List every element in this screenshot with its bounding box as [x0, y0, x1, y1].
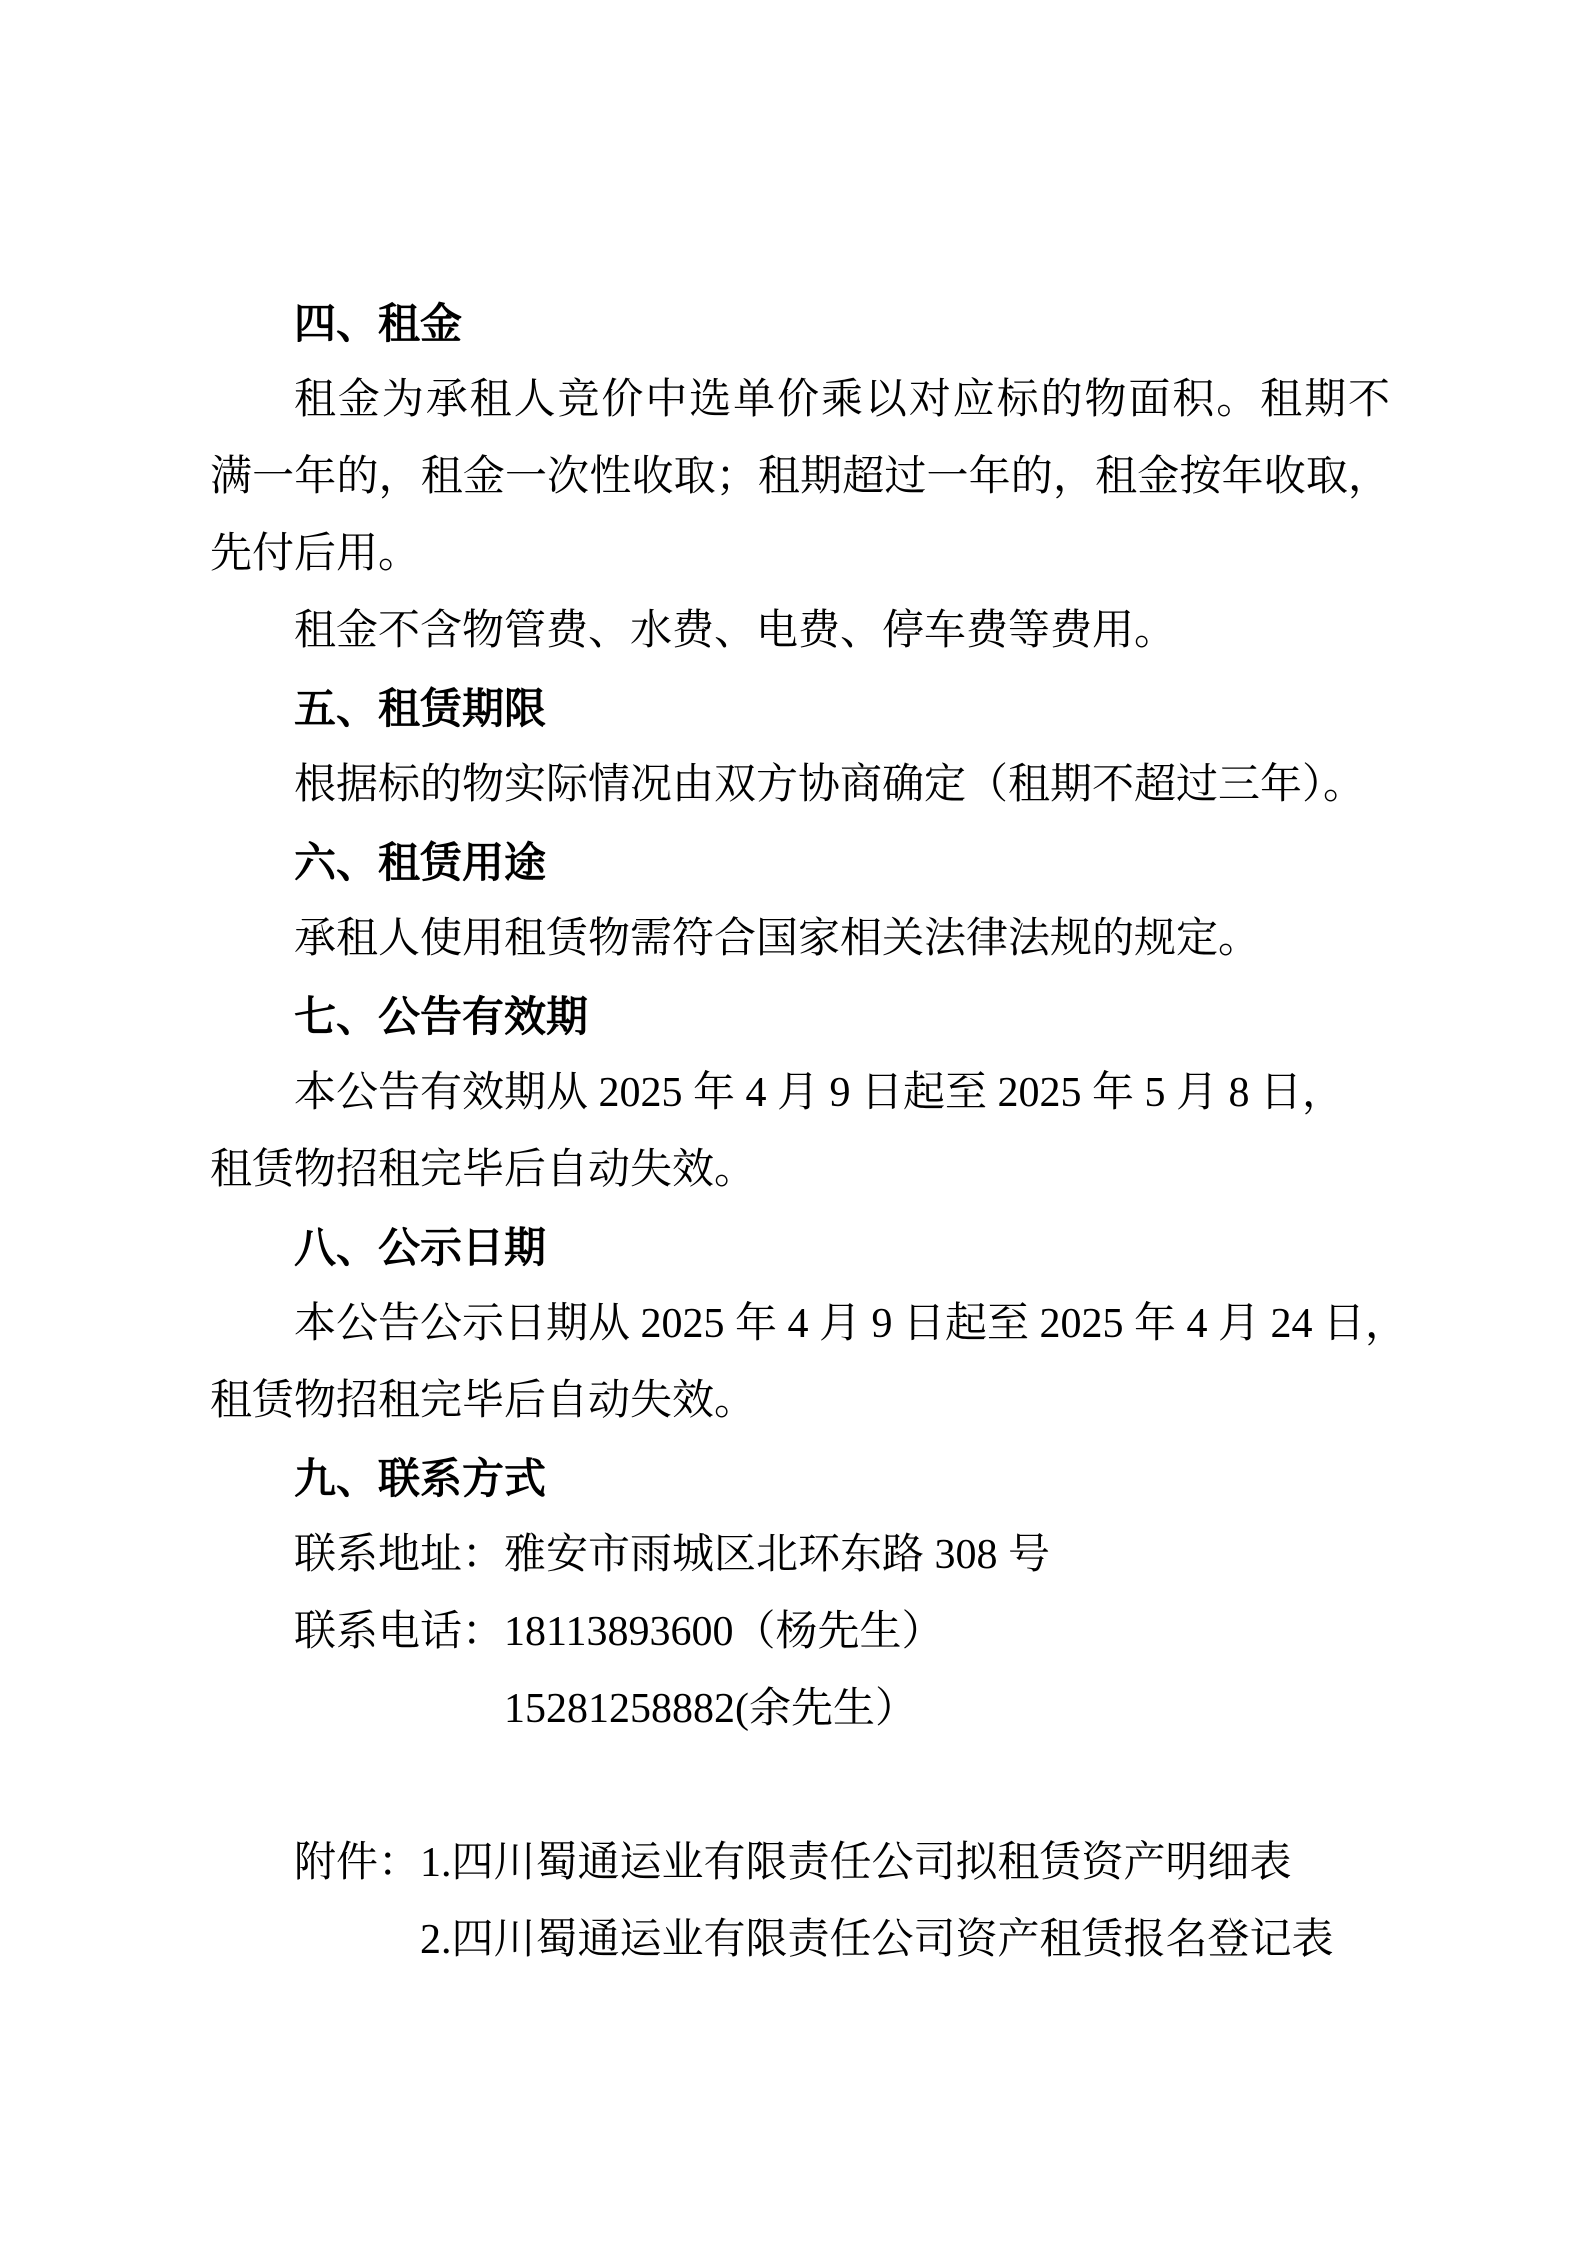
- section-heading-contact-info: 九、联系方式: [294, 1455, 547, 1502]
- paragraph-line: 租赁物招租完毕后自动失效。: [210, 1378, 757, 1424]
- attachment-line-1: 附件：1.四川蜀通运业有限责任公司拟租赁资产明细表: [294, 1840, 1292, 1886]
- section-heading-validity-period: 七、公告有效期: [294, 993, 589, 1040]
- section-heading-lease-purpose: 六、租赁用途: [294, 839, 547, 886]
- paragraph-line: 租赁物招租完毕后自动失效。: [210, 1147, 757, 1193]
- paragraph-line: 本公告有效期从 2025 年 4 月 9 日起至 2025 年 5 月 8 日，: [294, 1070, 1345, 1116]
- section-heading-publicity-date: 八、公示日期: [294, 1224, 547, 1271]
- paragraph-line: 租金不含物管费、水费、电费、停车费等费用。: [294, 608, 1177, 654]
- blank-line: [210, 1748, 1390, 1825]
- paragraph-line: 承租人使用租赁物需符合国家相关法律法规的规定。: [294, 916, 1261, 962]
- paragraph-line: 本公告公示日期从 2025 年 4 月 9 日起至 2025 年 4 月 24 日，: [294, 1301, 1408, 1347]
- contact-phone-line-2: 15281258882(余先生）: [504, 1686, 917, 1732]
- paragraph-line: 满一年的，租金一次性收取；租期超过一年的，租金按年收取，: [210, 454, 1390, 500]
- paragraph-line: 先付后用。: [210, 531, 421, 577]
- contact-phone-line-1: 联系电话：18113893600（杨先生）: [294, 1609, 944, 1655]
- paragraph-line: 租金为承租人竞价中选单价乘以对应标的物面积。租期不: [294, 377, 1390, 423]
- section-heading-lease-term: 五、租赁期限: [294, 685, 547, 732]
- paragraph-line: 根据标的物实际情况由双方协商确定（租期不超过三年）。: [294, 762, 1366, 808]
- contact-address-line: 联系地址：雅安市雨城区北环东路 308 号: [294, 1532, 1051, 1578]
- section-heading-rent: 四、租金: [294, 300, 463, 347]
- attachment-line-2: 2.四川蜀通运业有限责任公司资产租赁报名登记表: [420, 1917, 1334, 1963]
- document-body: [210, 285, 1408, 1979]
